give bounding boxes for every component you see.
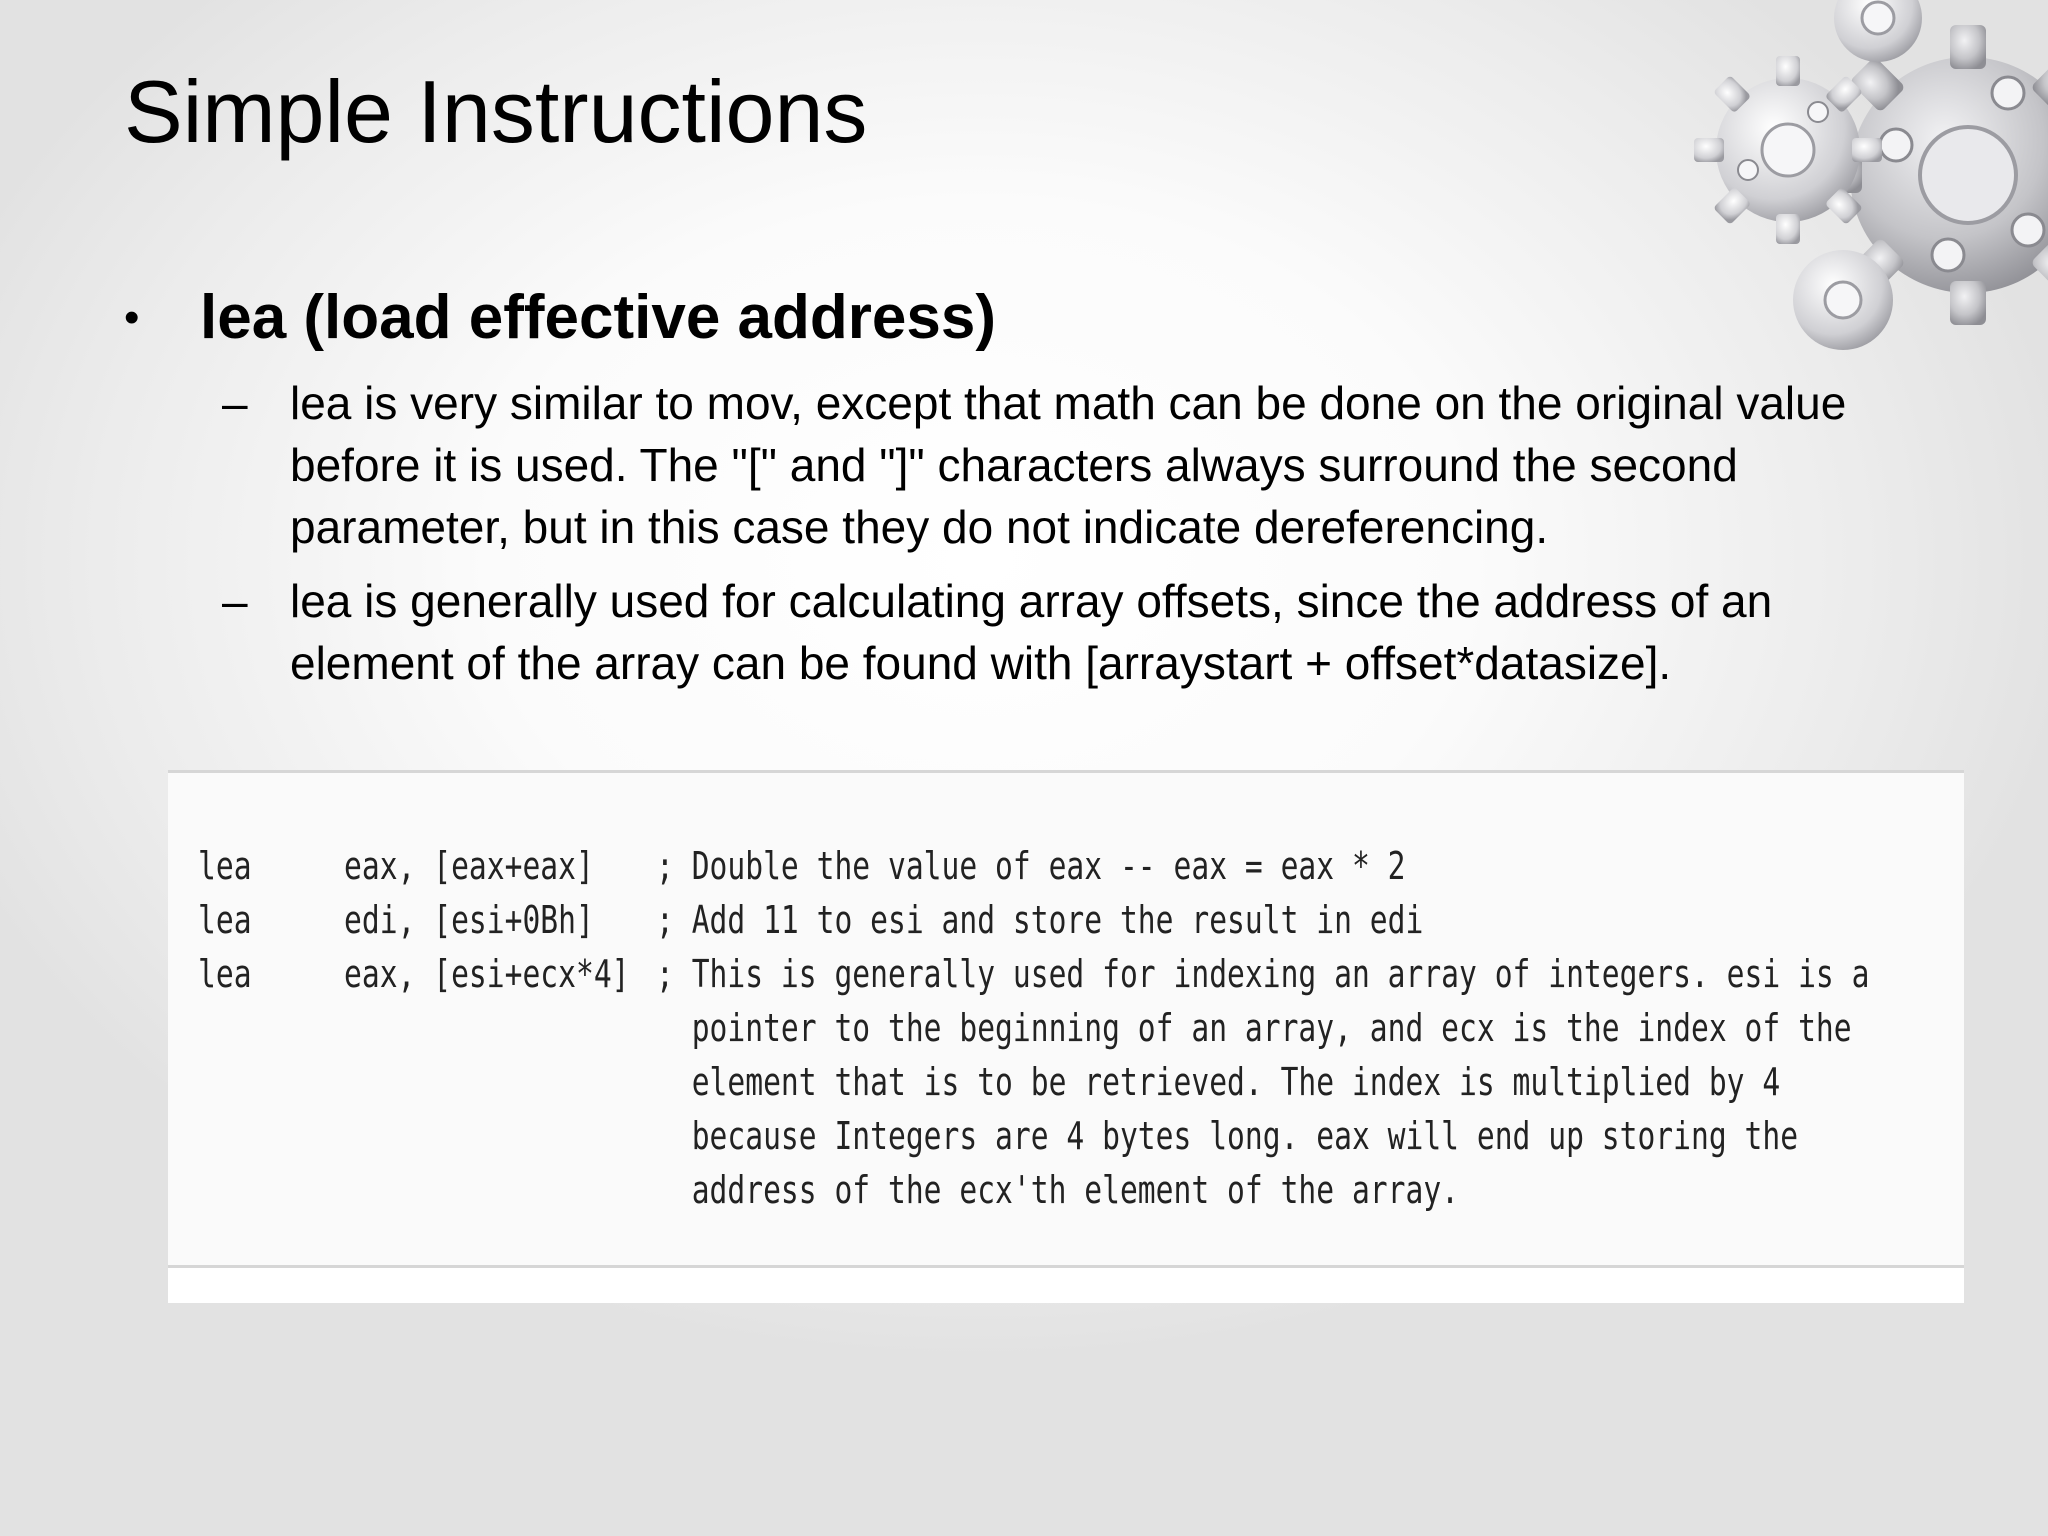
sub-bullet-text: lea is generally used for calculating array offsets, since the address of an element of the array can be found with [arraystart + offset*datasize]. — [290, 575, 1773, 689]
code-comment-continuation: because Integers are 4 bytes long. eax will end up storing the — [656, 1114, 1799, 1158]
code-args: eax, [eax+eax] — [344, 844, 594, 888]
code-args: edi, [esi+0Bh] — [344, 898, 594, 942]
main-bullet-text: lea (load effective address) — [200, 283, 996, 352]
gears-icon — [1668, 0, 2048, 390]
code-comment: ; This is generally used for indexing an array of integers. esi is a — [656, 952, 1870, 996]
code-op: lea — [198, 844, 252, 888]
code-screenshot — [168, 770, 1964, 1303]
code-args: eax, [esi+ecx*4] — [344, 952, 630, 996]
code-panel-footer — [168, 1268, 1964, 1303]
code-op: lea — [198, 898, 252, 942]
slide-title: Simple Instructions — [124, 62, 868, 161]
code-comment: ; Add 11 to esi and store the result in edi — [656, 898, 1424, 942]
code-comment-continuation: element that is to be retrieved. The index is multiplied by 4 — [656, 1060, 1781, 1104]
sub-bullet-marker: – — [222, 377, 248, 429]
code-op: lea — [198, 952, 252, 996]
bullet-marker: • — [124, 293, 140, 342]
code-comment: ; Double the value of eax -- eax = eax * 2 — [656, 844, 1406, 888]
sub-bullet-text: lea is very similar to mov, except that math can be done on the original value before it is used. The "[" and "]" characters always surround the second parameter, but in this case they do not indicate dereferencing. — [290, 377, 1847, 553]
code-comment-continuation: address of the ecx'th element of the array. — [656, 1168, 1460, 1212]
code-comment-continuation: pointer to the beginning of an array, and ecx is the index of the — [656, 1006, 1852, 1050]
sub-bullet-marker: – — [222, 575, 248, 627]
